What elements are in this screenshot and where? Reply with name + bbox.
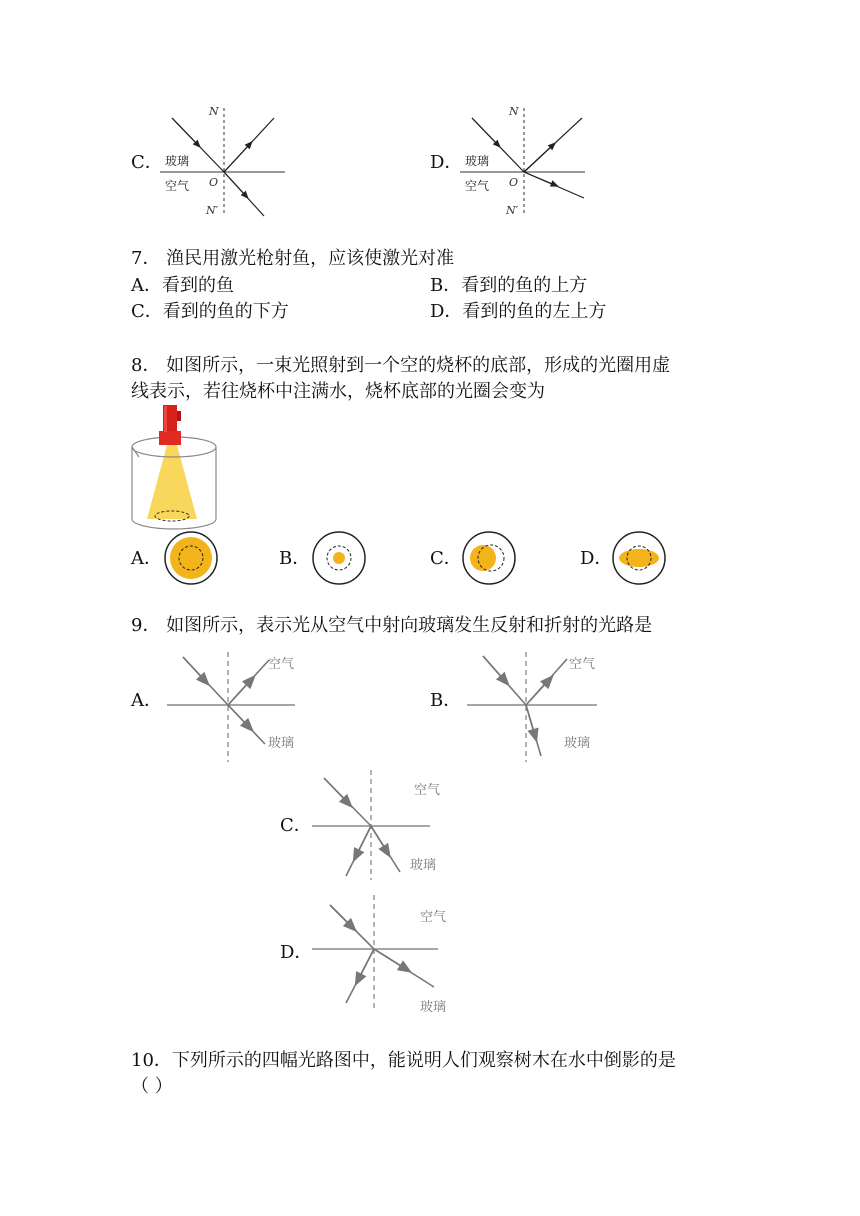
q9a-glass-label: 玻璃	[268, 736, 295, 751]
q6d-nprime-label: N′	[506, 204, 519, 217]
q8-option-c-figure	[461, 531, 519, 587]
q6c-glass-label: 玻璃	[165, 154, 190, 168]
q6c-nprime-label: N′	[206, 204, 219, 217]
q9-option-a-figure	[165, 650, 325, 768]
q9-stem: 9． 如图所示，表示光从空气中射向玻璃发生反射和折射的光路是	[131, 615, 653, 636]
q9a-air-label: 空气	[268, 657, 295, 672]
q6c-air-label: 空气	[165, 179, 190, 193]
q6c-o-label: O	[209, 176, 219, 189]
q6d-glass-label: 玻璃	[465, 154, 490, 168]
q9-option-b-letter[interactable]: B．	[430, 690, 462, 711]
q8-stem-line1: 8． 如图所示，一束光照射到一个空的烧杯的底部，形成的光圈用虚	[131, 355, 671, 376]
q7-option-a[interactable]: A．看到的鱼	[131, 275, 234, 296]
q9-option-a-letter[interactable]: A．	[131, 690, 162, 711]
q6c-n-label: N	[209, 105, 219, 118]
q8-option-a-figure	[163, 531, 221, 587]
q8-stem-line2: 线表示，若往烧杯中注满水，烧杯底部的光圈会变为	[131, 381, 545, 402]
q8-option-a-letter[interactable]: A．	[131, 548, 162, 569]
q10-answer-blank[interactable]: （ ）	[131, 1076, 173, 1097]
q9-option-d-figure	[310, 893, 470, 1015]
q7-stem: 7． 渔民用激光枪射鱼，应该使激光对准	[131, 248, 455, 269]
q9-option-c-letter[interactable]: C．	[280, 815, 312, 836]
q6d-o-label: O	[509, 176, 519, 189]
q9d-air-label: 空气	[420, 910, 447, 925]
q7-option-d[interactable]: D．看到的鱼的左上方	[430, 301, 607, 322]
q9b-glass-label: 玻璃	[564, 736, 591, 751]
q6-option-d-diagram	[460, 100, 590, 220]
q6-option-d-letter: D．	[430, 152, 463, 173]
q6d-n-label: N	[509, 105, 519, 118]
q6-option-c-letter: C．	[131, 152, 163, 173]
q10-stem: 10．下列所示的四幅光路图中，能说明人们观察树木在水中倒影的是	[131, 1050, 676, 1071]
q8-option-c-letter[interactable]: C．	[430, 548, 462, 569]
q9-option-d-letter[interactable]: D．	[280, 942, 313, 963]
q8-option-d-letter[interactable]: D．	[580, 548, 613, 569]
q7-option-c[interactable]: C．看到的鱼的下方	[131, 301, 289, 322]
q8-option-b-letter[interactable]: B．	[279, 548, 311, 569]
q6d-air-label: 空气	[465, 179, 490, 193]
q9c-glass-label: 玻璃	[410, 858, 437, 873]
q9b-air-label: 空气	[569, 657, 596, 672]
q8-beaker-figure	[125, 403, 225, 533]
q9c-air-label: 空气	[414, 783, 441, 798]
q9d-glass-label: 玻璃	[420, 1000, 447, 1015]
q8-option-b-figure	[311, 531, 369, 587]
q9-option-b-figure	[465, 650, 625, 768]
q9-option-c-figure	[310, 768, 470, 888]
q7-option-b[interactable]: B．看到的鱼的上方	[430, 275, 588, 296]
q8-option-d-figure	[611, 531, 669, 587]
q6-option-c-diagram	[160, 100, 290, 220]
